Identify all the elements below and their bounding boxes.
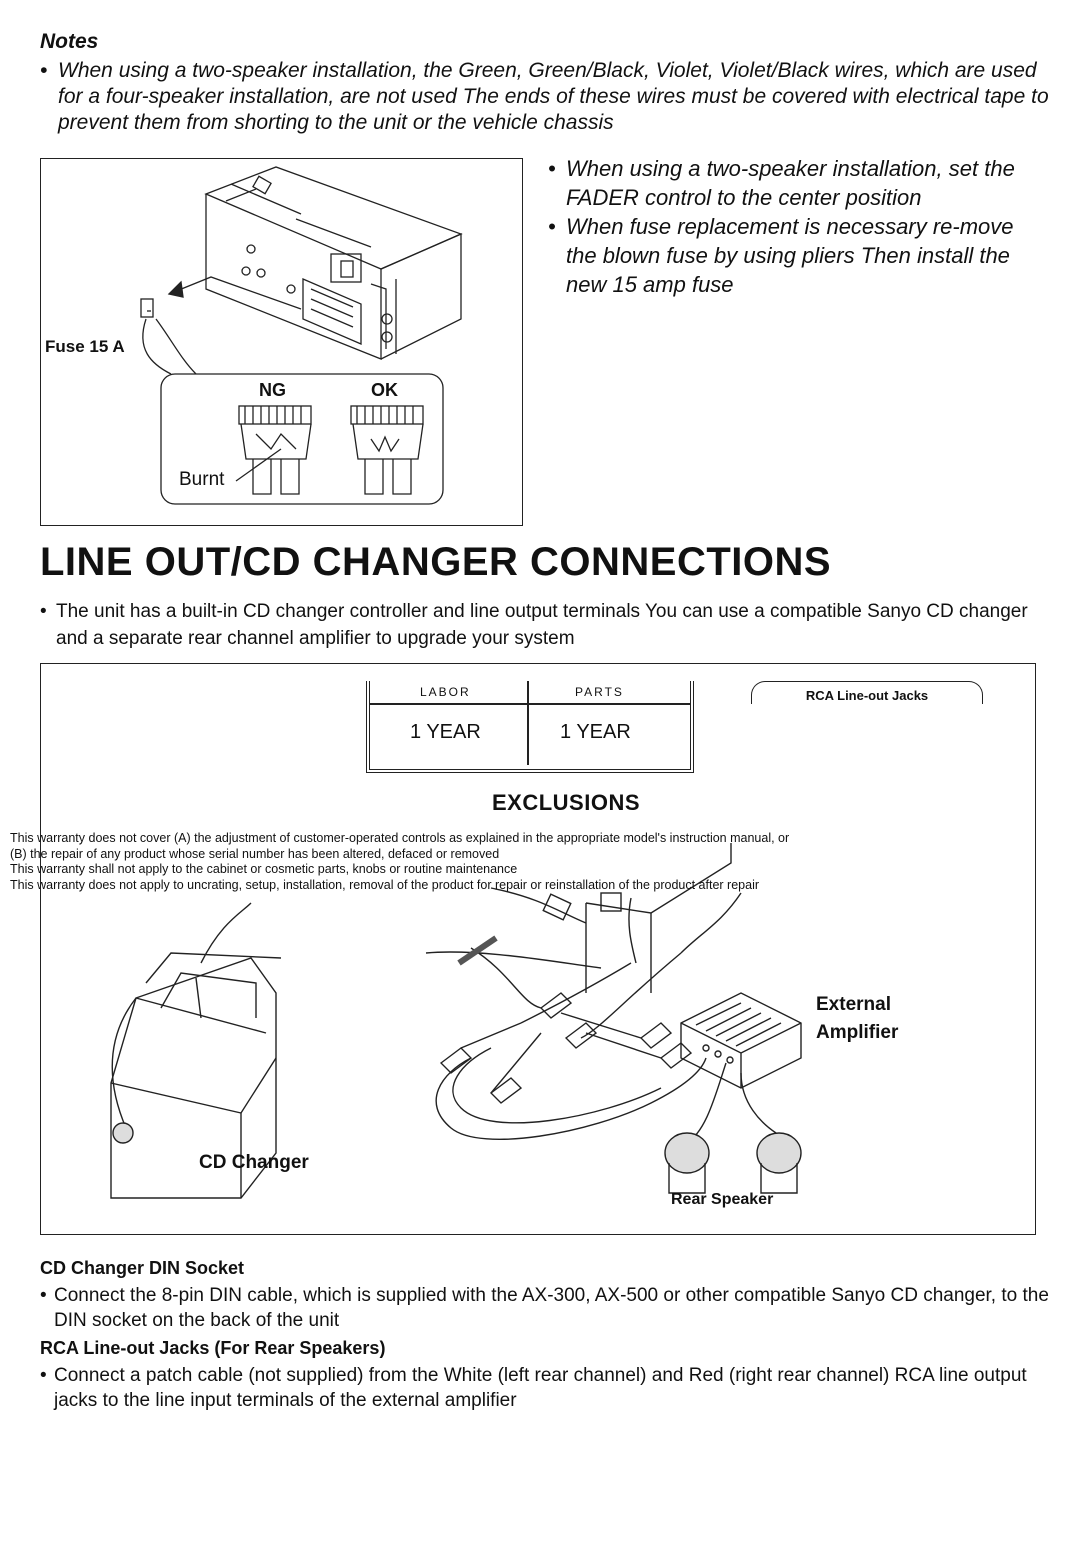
exclusions-text: [10, 831, 1070, 893]
side-notes: [548, 154, 1048, 299]
section-intro: [40, 598, 1050, 652]
burnt-label: Burnt: [179, 469, 225, 490]
side-note-text: When using a two-speaker installation, set the FADER control to the center position: [566, 156, 1015, 210]
din-socket-paragraph: [40, 1283, 1050, 1333]
notes-paragraph: When using a two-speaker installation, the Green, Green/Black, Violet, Violet/Black wires, which are used for a four-speaker installation, are not used The ends of these wires must be covered with electrical tape to prevent them from shorting to the unit or the vehicle chassis: [58, 59, 1049, 134]
rca-callout-label: RCA Line-out Jacks: [805, 688, 929, 703]
bullet: •: [548, 156, 556, 181]
side-note-text: When fuse replacement is necessary re-move the blown fuse by using pliers Then install the new 15 amp fuse: [566, 214, 1014, 297]
exclusion-line: This warranty shall not apply to the cabinet or cosmetic parts, knobs or routine maintenance: [10, 862, 518, 876]
rca-jacks-heading: RCA Line-out Jacks (For Rear Speakers): [40, 1338, 386, 1358]
exclusions-title: EXCLUSIONS: [492, 790, 641, 815]
col-parts: PARTS: [575, 685, 624, 699]
ng-label: NG: [259, 380, 286, 400]
external-amplifier-label-1: External: [816, 994, 891, 1015]
exclusion-line: This warranty does not cover (A) the adjustment of customer-operated controls as explained in the appropriate model's instruction manual, or: [10, 831, 790, 845]
side-note-fuse: [548, 212, 1048, 299]
bullet: •: [40, 1365, 47, 1386]
side-note-fader: [548, 154, 1048, 212]
col-labor: LABOR: [420, 685, 471, 699]
rear-speaker-label: Rear Speaker: [671, 1191, 774, 1208]
table-rule: [370, 703, 690, 705]
labor-value: 1 YEAR: [410, 721, 481, 743]
external-amplifier-label-2: Amplifier: [816, 1022, 899, 1043]
din-socket-heading: CD Changer DIN Socket: [40, 1258, 245, 1278]
bullet: •: [40, 1285, 47, 1306]
bullet: •: [40, 601, 47, 622]
section-title: LINE OUT/CD CHANGER CONNECTIONS: [40, 540, 832, 584]
rca-callout: [751, 681, 983, 704]
cd-changer-label: CD Changer: [199, 1152, 309, 1173]
exclusion-line: This warranty does not apply to uncrating, setup, installation, removal of the product for repair or reinstallation of the product after repair: [10, 877, 760, 892]
bullet: •: [40, 59, 48, 82]
din-socket-text: Connect the 8-pin DIN cable, which is supplied with the AX-300, AX-500 or other compatible Sanyo CD changer, to the DIN socket on the back of the unit: [54, 1285, 1049, 1331]
rca-jacks-text: Connect a patch cable (not supplied) from the White (left rear channel) and Red (right rear channel) RCA line output jacks to the line input terminals of the external amplifier: [54, 1365, 1027, 1411]
intro-text: The unit has a built-in CD changer controller and line output terminals You can use a compatible Sanyo CD changer and a separate rear channel amplifier to upgrade your system: [56, 601, 1028, 649]
fuse-15a-label: Fuse 15 A: [45, 337, 125, 356]
connection-diagram: [40, 663, 1036, 1235]
warranty-table: [366, 681, 694, 773]
notes-text: [40, 58, 1050, 136]
notes-heading: Notes: [40, 30, 99, 53]
fuse-figure: [40, 158, 523, 526]
parts-value: 1 YEAR: [560, 721, 631, 743]
ok-label: OK: [371, 380, 398, 400]
rca-jacks-paragraph: [40, 1363, 1050, 1413]
exclusion-line: (B) the repair of any product whose serial number has been altered, defaced or removed: [10, 846, 500, 861]
bullet: •: [548, 214, 556, 239]
table-divider: [527, 681, 529, 765]
